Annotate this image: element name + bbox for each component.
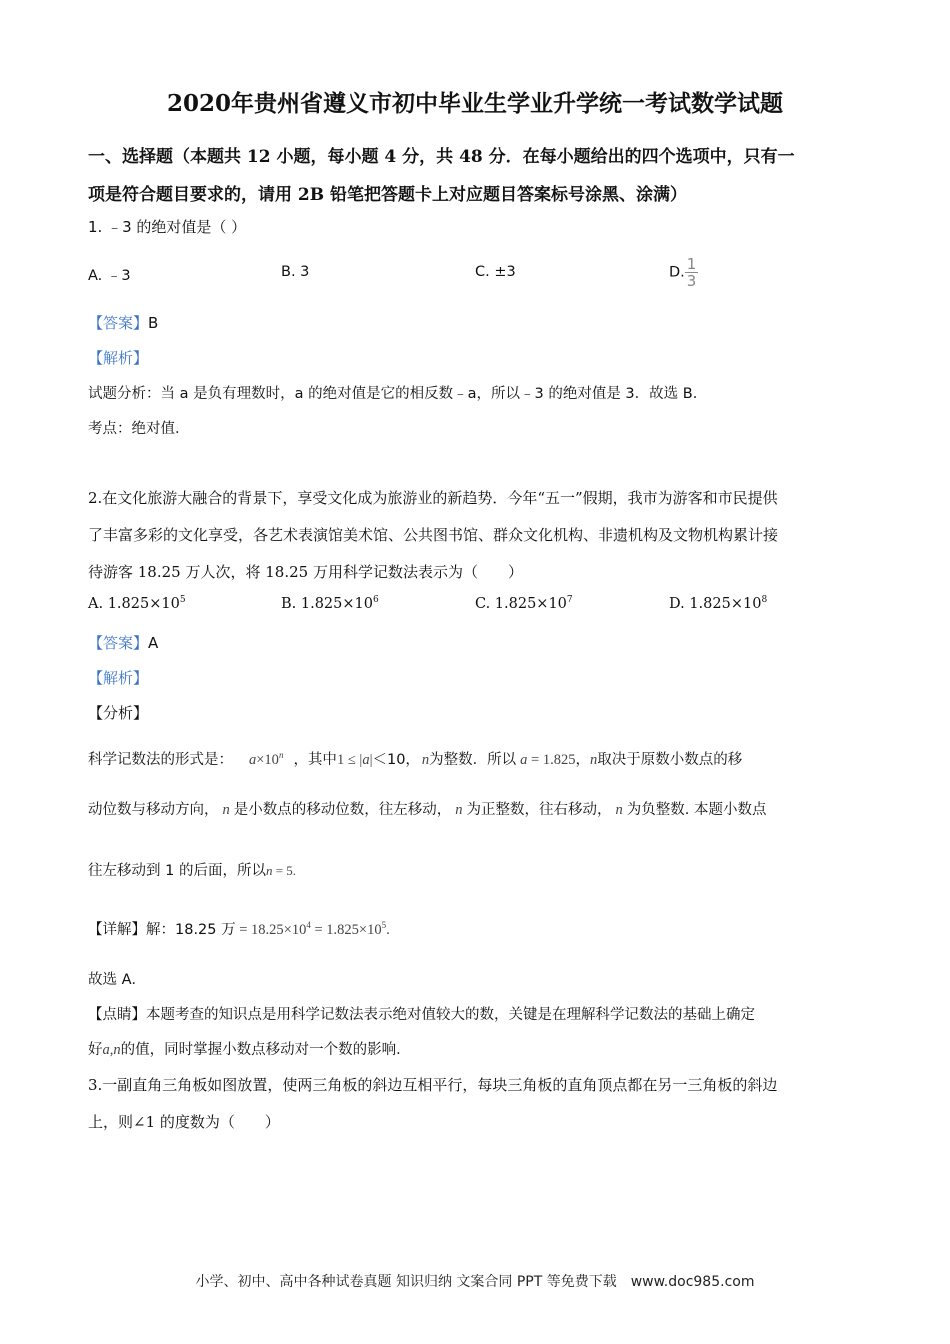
q2-fenxi-line1 <box>88 748 742 769</box>
q2-option-d-base: D. 1.825×10 <box>669 595 762 612</box>
math-exponent: 5 <box>381 920 387 931</box>
q2-option-a <box>88 595 186 612</box>
q2-option-d-exponent: 8 <box>761 595 768 605</box>
q2-analysis-tag: 【解析】 <box>88 669 149 687</box>
text-segment: 解：18.25 万 <box>146 922 236 938</box>
fraction-denominator: 3 <box>686 272 697 290</box>
q2-fenxi-tag: 【分析】 <box>88 704 149 722</box>
question-2-stem-line2: 了丰富多彩的文化享受，各艺术表演馆美术馆、公共图书馆、群众文化机构、非遗机构及文物机构累计接 <box>88 526 779 544</box>
math-expression: , <box>109 1042 114 1058</box>
q2-answer <box>88 632 158 653</box>
q2-option-b-exponent: 6 <box>372 595 379 605</box>
math-variable: n <box>265 863 273 878</box>
text-segment: 本题考查的知识点是用科学记数法表示绝对值较大的数，关键是在理解科学记数法的基础上确定 <box>146 1007 755 1023</box>
math-variable: n <box>455 802 463 818</box>
text-segment: 往左移动到 1 的后面，所以 <box>88 863 266 879</box>
question-3-stem-line1: 3.一副直角三角板如图放置，使两三角板的斜边互相平行，每块三角板的直角顶点都在另一三角板的斜边 <box>88 1076 778 1094</box>
answer-tag: 【答案】 <box>88 314 149 332</box>
page-footer: 小学、初中、高中各种试卷真题 知识归纳 文案合同 PPT 等免费下载 www.doc985.com <box>195 1274 755 1290</box>
answer-tag: 【答案】 <box>88 634 149 652</box>
text-segment: 为正整数，往右移动， <box>466 802 612 818</box>
section-heading-line2: 项是符合题目要求的，请用 2B 铅笔把答题卡上对应题目答案标号涂黑、涂满） <box>88 185 688 205</box>
math-expression: = 1.825×10 <box>310 922 382 938</box>
math-variable: n <box>113 1042 121 1058</box>
detail-tag: 【详解】 <box>88 922 146 938</box>
q2-fenxi-line3 <box>88 859 296 880</box>
math-variable: a <box>102 1042 110 1058</box>
question-2-stem-line3: 待游客 18.25 万人次，将 18.25 万用科学记数法表示为（ ） <box>88 563 523 581</box>
math-variable: a <box>362 752 370 768</box>
q1-option-c: C. ±3 <box>475 264 516 280</box>
q2-option-c-base: C. 1.825×10 <box>475 595 567 612</box>
math-variable: n <box>421 752 430 768</box>
q1-option-b: B. 3 <box>281 264 310 280</box>
q1-option-a: A. ﹣3 <box>88 268 131 284</box>
question-3-stem-line2: 上，则∠1 的度数为（ ） <box>88 1113 280 1131</box>
q2-dianjing-line1 <box>88 1003 755 1024</box>
answer-value: A <box>148 634 159 652</box>
q2-option-d <box>669 595 767 612</box>
math-variable: n <box>615 802 623 818</box>
math-expression: ×10 <box>256 752 279 768</box>
math-expression: 1 ≤ | <box>336 752 363 768</box>
math-variable: n <box>222 802 230 818</box>
q2-fenxi-line2 <box>88 798 766 819</box>
q2-dianjing-line2 <box>88 1038 411 1059</box>
q1-option-d <box>669 256 698 289</box>
text-segment: 为负整数. 本题小数点 <box>626 802 767 818</box>
q2-detail <box>88 918 390 939</box>
text-segment: ＜10， <box>372 752 420 768</box>
text-segment: ， <box>575 752 590 768</box>
page-title: 2020年贵州省遵义市初中毕业生学业升学统一考试数学试题 <box>166 90 783 117</box>
math-variable: n <box>589 752 598 768</box>
answer-value: B <box>148 314 159 332</box>
math-expression: . <box>386 922 390 938</box>
text-segment: 的值，同时掌握小数点移动对一个数的影响． <box>120 1042 411 1058</box>
text-segment: 科学记数法的形式是： <box>88 752 233 768</box>
math-variable: a <box>520 752 528 768</box>
math-expression: = 5. <box>272 863 297 878</box>
q1-point-text: 考点：绝对值． <box>88 421 190 437</box>
q2-option-b-base: B. 1.825×10 <box>281 595 373 612</box>
q1-answer <box>88 312 158 333</box>
math-expression: | <box>369 752 373 768</box>
text-segment: 好 <box>88 1042 103 1058</box>
text-segment: 取决于原数小数点的移 <box>597 752 743 768</box>
dianjing-tag: 【点睛】 <box>88 1007 146 1023</box>
q2-option-c-exponent: 7 <box>566 595 573 605</box>
math-variable: a <box>249 752 257 768</box>
question-2-stem-line1: 2.在文化旅游大融合的背景下，享受文化成为旅游业的新趋势．今年“五一”假期，我市为游客和市民提供 <box>88 489 778 507</box>
math-expression: = 18.25×10 <box>235 922 307 938</box>
q2-option-a-base: A. 1.825×10 <box>88 595 180 612</box>
text-segment: ，其中 <box>293 752 337 768</box>
text-segment: 为整数．所以 <box>429 752 517 768</box>
text-segment: 动位数与移动方向， <box>88 802 219 818</box>
q2-option-b <box>281 595 379 612</box>
math-expression: = 1.825 <box>527 752 576 768</box>
text-segment: 是小数点的移动位数，往左移动， <box>233 802 452 818</box>
math-exponent: 4 <box>306 920 311 931</box>
q2-conclusion: 故选 A． <box>88 972 147 988</box>
q2-option-c <box>475 595 573 612</box>
fraction-one-third <box>685 256 699 289</box>
section-heading-line1: 一、选择题（本题共 12 小题，每小题 4 分，共 48 分．在每小题给出的四个选项中，只有一 <box>88 147 795 167</box>
q1-option-d-label: D. <box>669 264 685 281</box>
q1-analysis-text: 试题分析：当 a 是负有理数时，a 的绝对值是它的相反数﹣a，所以﹣3 的绝对值是 3．故选 B． <box>88 386 708 402</box>
q2-option-a-exponent: 5 <box>179 595 186 605</box>
q1-analysis-tag: 【解析】 <box>88 349 149 367</box>
math-exponent: n <box>278 750 284 761</box>
question-1-stem: 1. ﹣3 的绝对值是（ ） <box>88 218 247 236</box>
fraction-numerator: 1 <box>686 255 697 273</box>
